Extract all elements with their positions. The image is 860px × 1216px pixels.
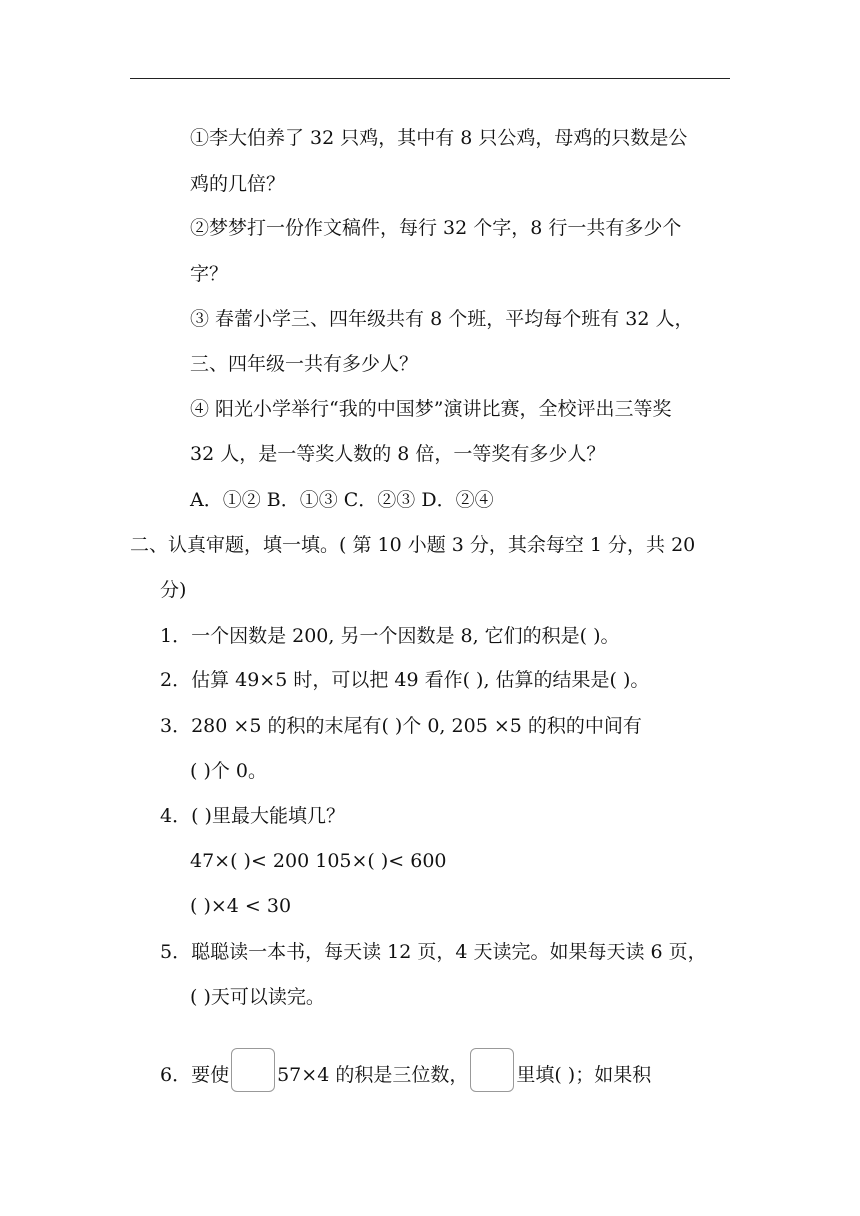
option-1-line-2: 鸡的几倍？	[190, 173, 286, 195]
section-2-heading-line-2: 分)	[160, 579, 187, 601]
section-2-heading-line-1: 二、认真审题，填一填。( 第 10 小题 3 分，其余每空 1 分，共 20	[130, 534, 696, 556]
question-4-line-2: 47×( )< 200 105×( )< 600	[190, 850, 447, 872]
question-6-prefix: 6．要使	[160, 1064, 230, 1086]
option-4-line-1: ④ 阳光小学举行“我的中国梦”演讲比赛，全校评出三等奖	[190, 398, 672, 420]
answer-box[interactable]	[470, 1048, 514, 1092]
question-3-line-1: 3．280 ×5 的积的末尾有( )个 0, 205 ×5 的积的中间有	[160, 715, 642, 737]
question-6-suffix: 里填( )；如果积	[516, 1064, 652, 1086]
question-5-line-2: ( )天可以读完。	[190, 986, 325, 1008]
question-1: 1．一个因数是 200, 另一个因数是 8, 它们的积是( )。	[160, 625, 620, 647]
option-4-line-2: 32 人，是一等奖人数的 8 倍，一等奖有多少人？	[190, 443, 606, 465]
header-rule	[130, 78, 730, 79]
option-2-line-1: ②梦梦打一份作文稿件，每行 32 个字，8 行一共有多少个	[190, 217, 682, 239]
option-2-line-2: 字？	[190, 263, 229, 285]
answer-box[interactable]	[231, 1048, 275, 1092]
option-1-line-1: ①李大伯养了 32 只鸡，其中有 8 只公鸡，母鸡的只数是公	[190, 127, 688, 149]
question-4-line-3: ( )×4 < 30	[190, 895, 292, 917]
question-4-line-1: 4．( )里最大能填几？	[160, 805, 345, 827]
question-2: 2．估算 49×5 时，可以把 49 看作( ), 估算的结果是( )。	[160, 669, 650, 691]
question-5-line-1: 5．聪聪读一本书，每天读 12 页，4 天读完。如果每天读 6 页，	[160, 941, 707, 963]
option-3-line-1: ③ 春蕾小学三、四年级共有 8 个班，平均每个班有 32 人，	[190, 308, 694, 330]
question-3-line-2: ( )个 0。	[190, 760, 267, 782]
question-6-middle: 57×4 的积是三位数，	[277, 1064, 469, 1086]
question-6-line-1	[160, 1054, 651, 1098]
option-3-line-2: 三、四年级一共有多少人？	[190, 353, 419, 375]
answer-choices: A．①② B．①③ C．②③ D．②④	[190, 489, 494, 511]
